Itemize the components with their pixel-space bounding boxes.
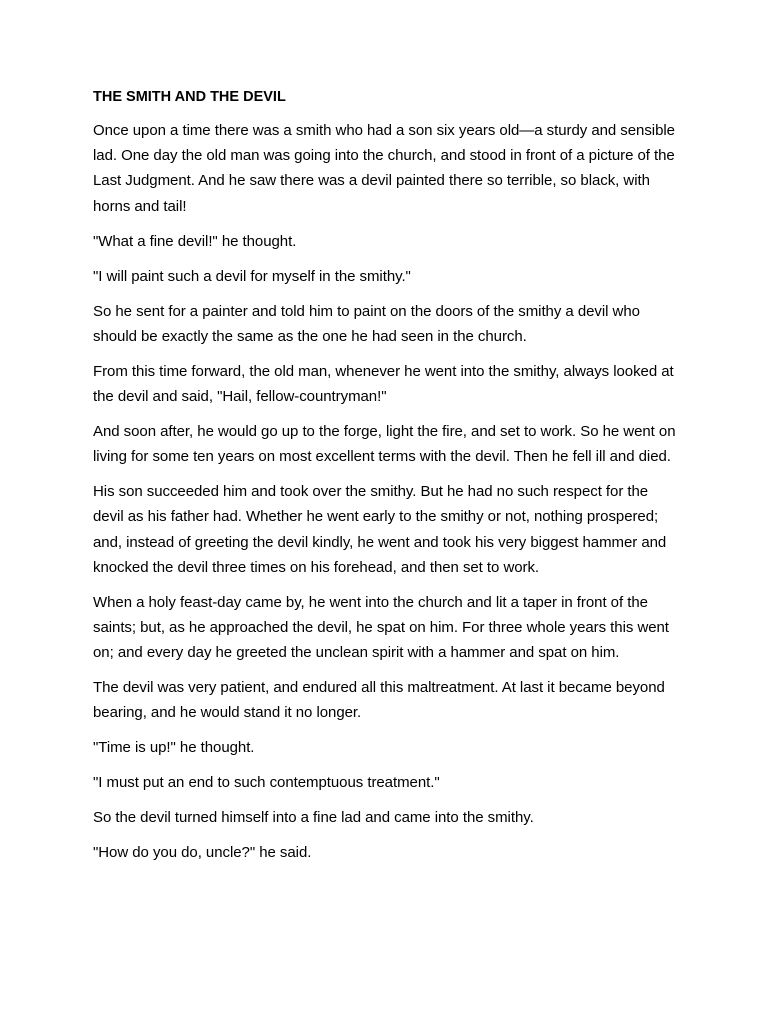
- paragraph: So the devil turned himself into a fine lad and came into the smithy.: [93, 809, 534, 827]
- story-title: THE SMITH AND THE DEVIL: [93, 89, 286, 105]
- document-page: [93, 87, 677, 875]
- paragraph: "How do you do, uncle?" he said.: [93, 844, 312, 862]
- paragraph: When a holy feast-day came by, he went into the church and lit a taper in front of the saints; but, as he approached the devil, he spat on him. For three whole years this went on; and every day he greeted the unclean spirit with a hammer and spat on him.: [93, 593, 669, 662]
- paragraph: The devil was very patient, and endured all this maltreatment. At last it became beyond bearing, and he would stand it no longer.: [93, 679, 665, 722]
- paragraph: Once upon a time there was a smith who had a son six years old—a sturdy and sensible lad. One day the old man was going into the church, and stood in front of a picture of the Last Judgment. And he saw there was a devil painted there so terrible, so black, with horns and tail!: [93, 122, 675, 215]
- paragraph: "I will paint such a devil for myself in the smithy.": [93, 267, 411, 285]
- paragraph: "What a fine devil!" he thought.: [93, 232, 297, 250]
- paragraph: "I must put an end to such contemptuous treatment.": [93, 774, 440, 792]
- paragraph: "Time is up!" he thought.: [93, 739, 255, 757]
- paragraph: So he sent for a painter and told him to paint on the doors of the smithy a devil who should be exactly the same as the one he had seen in the church.: [93, 302, 640, 345]
- paragraph: And soon after, he would go up to the forge, light the fire, and set to work. So he went on living for some ten years on most excellent terms with the devil. Then he fell ill and died.: [93, 423, 676, 466]
- paragraph: His son succeeded him and took over the smithy. But he had no such respect for the devil as his father had. Whether he went early to the smithy or not, nothing prospered; and, instead of greeting the devil kindly, he went and took his very biggest hammer and knocked the devil three times on his forehead, and then set to work.: [93, 483, 667, 576]
- paragraph: From this time forward, the old man, whenever he went into the smithy, always looked at the devil and said, "Hail, fellow-countryman!": [93, 362, 674, 406]
